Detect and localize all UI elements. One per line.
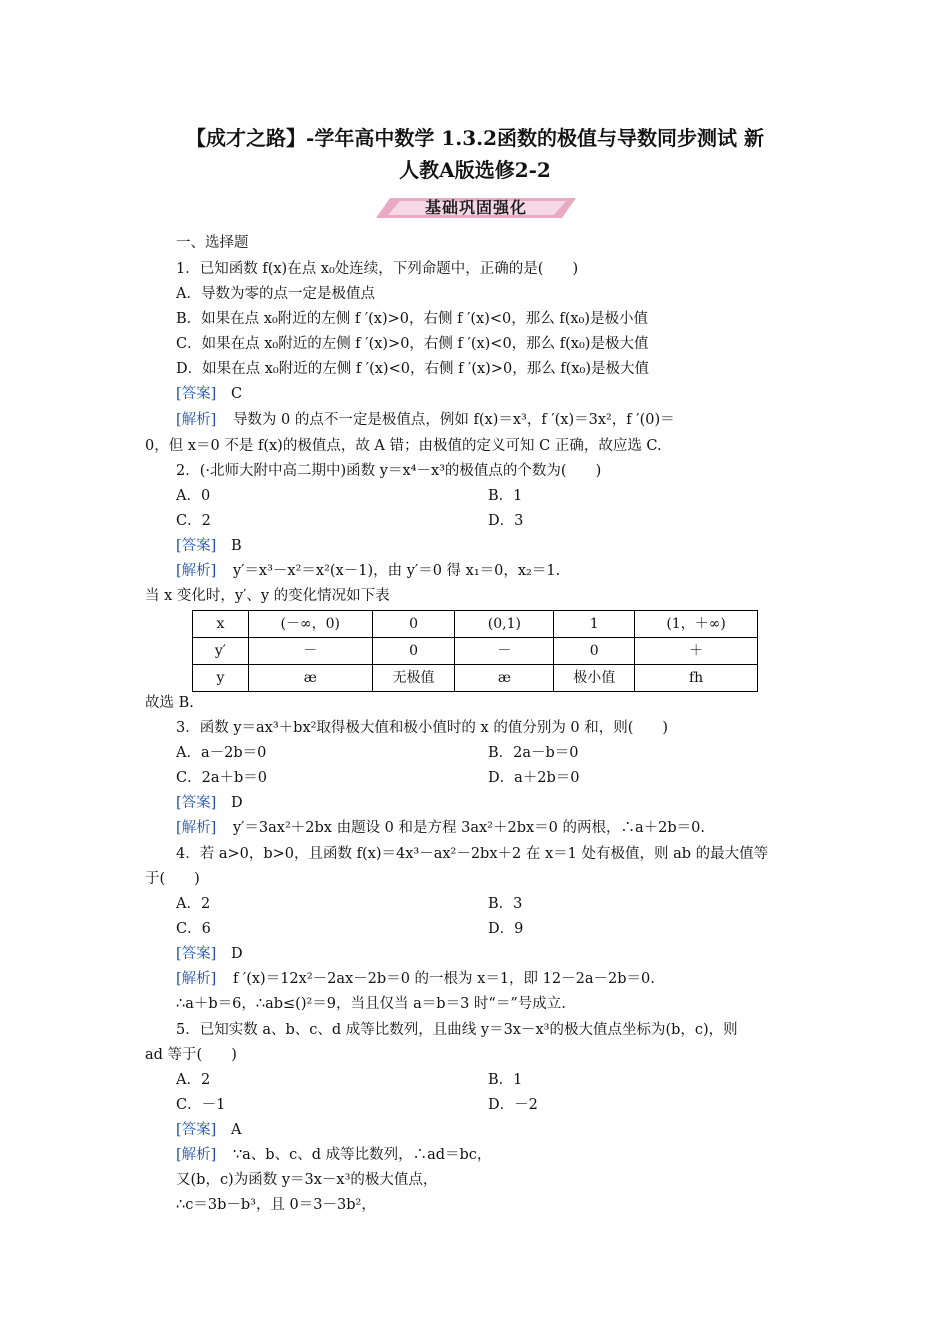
section-heading: 一、选择题 (176, 235, 249, 251)
q4-answer (176, 944, 243, 964)
analysis-text: f ′(x)＝12x²－2ax－2b＝0 的一根为 x＝1，即 12－2a－2b＝0. (232, 971, 655, 987)
answer-tag: [答案] (176, 946, 217, 962)
table-cell: 0 (372, 611, 455, 638)
table-cell: － (248, 638, 372, 665)
analysis-tag: [解析] (176, 1147, 217, 1163)
q1-answer (176, 384, 242, 404)
q5-analysis (176, 1145, 491, 1165)
table-row (193, 638, 758, 665)
title-line-1: 【成才之路】-学年高中数学 1.3.2函数的极值与导数同步测试 新 (186, 126, 764, 150)
table-row (193, 611, 758, 638)
q2-option-a: A．0 (176, 488, 211, 504)
title-line-2: 人教A版选修2-2 (399, 158, 551, 182)
variation-table (192, 610, 758, 692)
q2-analysis (176, 561, 560, 581)
q4-stem-cont: 于( ) (145, 871, 200, 887)
answer-value: A (230, 1122, 242, 1138)
table-cell: 1 (554, 611, 635, 638)
table-cell: (0,1) (455, 611, 554, 638)
table-cell: æ (248, 665, 372, 692)
table-cell: ＋ (635, 638, 758, 665)
answer-tag: [答案] (176, 386, 217, 402)
q3-option-b: B．2a－b＝0 (488, 745, 579, 761)
table-cell: y′ (193, 638, 249, 665)
table-cell: y (193, 665, 249, 692)
analysis-tag: [解析] (176, 412, 217, 428)
table-cell: x (193, 611, 249, 638)
q5-option-a: A．2 (176, 1072, 211, 1088)
q1-option-c: C．如果在点 x₀附近的左侧 f ′(x)>0，右侧 f ′(x)<0，那么 f(x₀)是极大值 (176, 336, 649, 352)
q2-conclusion: 故选 B. (145, 695, 194, 711)
q5-stem-cont: ad 等于( ) (145, 1047, 237, 1063)
q5-option-c: C．－1 (176, 1097, 226, 1113)
table-cell: 0 (554, 638, 635, 665)
analysis-text: y′＝3ax²＋2bx 由题设 0 和是方程 3ax²＋2bx＝0 的两根，∴a＋2b＝0. (232, 820, 705, 836)
table-cell: æ (455, 665, 554, 692)
answer-value: D (230, 795, 243, 811)
q2-answer (176, 536, 242, 556)
q5-analysis-line2: 又(b，c)为函数 y＝3x－x³的极大值点， (176, 1172, 438, 1188)
answer-value: C (230, 386, 243, 402)
analysis-text: 导数为 0 的点不一定是极值点，例如 f(x)＝x³，f ′(x)＝3x²，f ′(0)＝ (232, 412, 675, 428)
answer-tag: [答案] (176, 538, 217, 554)
q2-option-b: B．1 (488, 488, 523, 504)
table-cell: － (455, 638, 554, 665)
q2-option-c: C．2 (176, 513, 211, 529)
q4-analysis-cont: ∴a＋b＝6，∴ab≤()²＝9，当且仅当 a＝b＝3 时“＝”号成立. (176, 996, 566, 1012)
answer-value: B (230, 538, 242, 554)
q2-stem: 2．(·北师大附中高二期中)函数 y＝x⁴－x³的极值点的个数为( ) (176, 463, 602, 479)
section-banner (376, 196, 576, 220)
q3-option-a: A．a－2b＝0 (176, 745, 267, 761)
q1-option-d: D．如果在点 x₀附近的左侧 f ′(x)<0，右侧 f ′(x)>0，那么 f(x₀)是极大值 (176, 361, 649, 377)
q4-stem: 4．若 a>0，b>0，且函数 f(x)＝4x³－ax²－2bx＋2 在 x＝1 处有极值，则 ab 的最大值等 (176, 846, 769, 862)
q5-answer (176, 1120, 241, 1140)
q4-option-d: D．9 (488, 921, 524, 937)
q1-stem: 1．已知函数 f(x)在点 x₀处连续，下列命题中，正确的是( ) (176, 261, 579, 277)
answer-tag: [答案] (176, 795, 217, 811)
q5-option-d: D．－2 (488, 1097, 538, 1113)
q5-analysis-line3: ∴c＝3b－b³，且 0＝3－3b²， (176, 1197, 376, 1213)
q5-stem: 5．已知实数 a、b、c、d 成等比数列，且曲线 y＝3x－x³的极大值点坐标为(b，c)，则 (176, 1022, 738, 1038)
analysis-tag: [解析] (176, 820, 217, 836)
q1-analysis (176, 410, 675, 430)
table-cell: 极小值 (554, 665, 635, 692)
q3-option-c: C．2a＋b＝0 (176, 770, 267, 786)
answer-value: D (230, 946, 243, 962)
q4-option-a: A．2 (176, 896, 211, 912)
table-cell: (－∞，0) (248, 611, 372, 638)
q4-option-b: B．3 (488, 896, 523, 912)
analysis-text: ∵a、b、c、d 成等比数列，∴ad＝bc， (232, 1147, 492, 1163)
q2-analysis-cont: 当 x 变化时，y′、y 的变化情况如下表 (145, 588, 390, 604)
q5-option-b: B．1 (488, 1072, 523, 1088)
q3-answer (176, 793, 243, 813)
answer-tag: [答案] (176, 1122, 217, 1138)
q3-option-d: D．a＋2b＝0 (488, 770, 580, 786)
table-row (193, 665, 758, 692)
table-cell: fh (635, 665, 758, 692)
table-cell: (1，＋∞) (635, 611, 758, 638)
analysis-text: y′＝x³－x²＝x²(x－1)，由 y′＝0 得 x₁＝0，x₂＝1. (232, 563, 561, 579)
q2-option-d: D．3 (488, 513, 524, 529)
table-cell: 无极值 (372, 665, 455, 692)
q1-option-a: A．导数为零的点一定是极值点 (176, 286, 375, 302)
analysis-tag: [解析] (176, 563, 217, 579)
q3-stem: 3．函数 y＝ax³＋bx²取得极大值和极小值时的 x 的值分别为 0 和，则( ) (176, 720, 669, 736)
q4-option-c: C．6 (176, 921, 211, 937)
analysis-tag: [解析] (176, 971, 217, 987)
q1-option-b: B．如果在点 x₀附近的左侧 f ′(x)>0，右侧 f ′(x)<0，那么 f(x₀)是极小值 (176, 311, 649, 327)
banner-text: 基础巩固强化 (424, 198, 527, 217)
table-cell: 0 (372, 638, 455, 665)
document-title (100, 122, 850, 186)
q4-analysis (176, 969, 655, 989)
q1-analysis-cont: 0，但 x＝0 不是 f(x)的极值点，故 A 错；由极值的定义可知 C 正确，故应选 C. (145, 438, 662, 454)
q3-analysis (176, 818, 705, 838)
